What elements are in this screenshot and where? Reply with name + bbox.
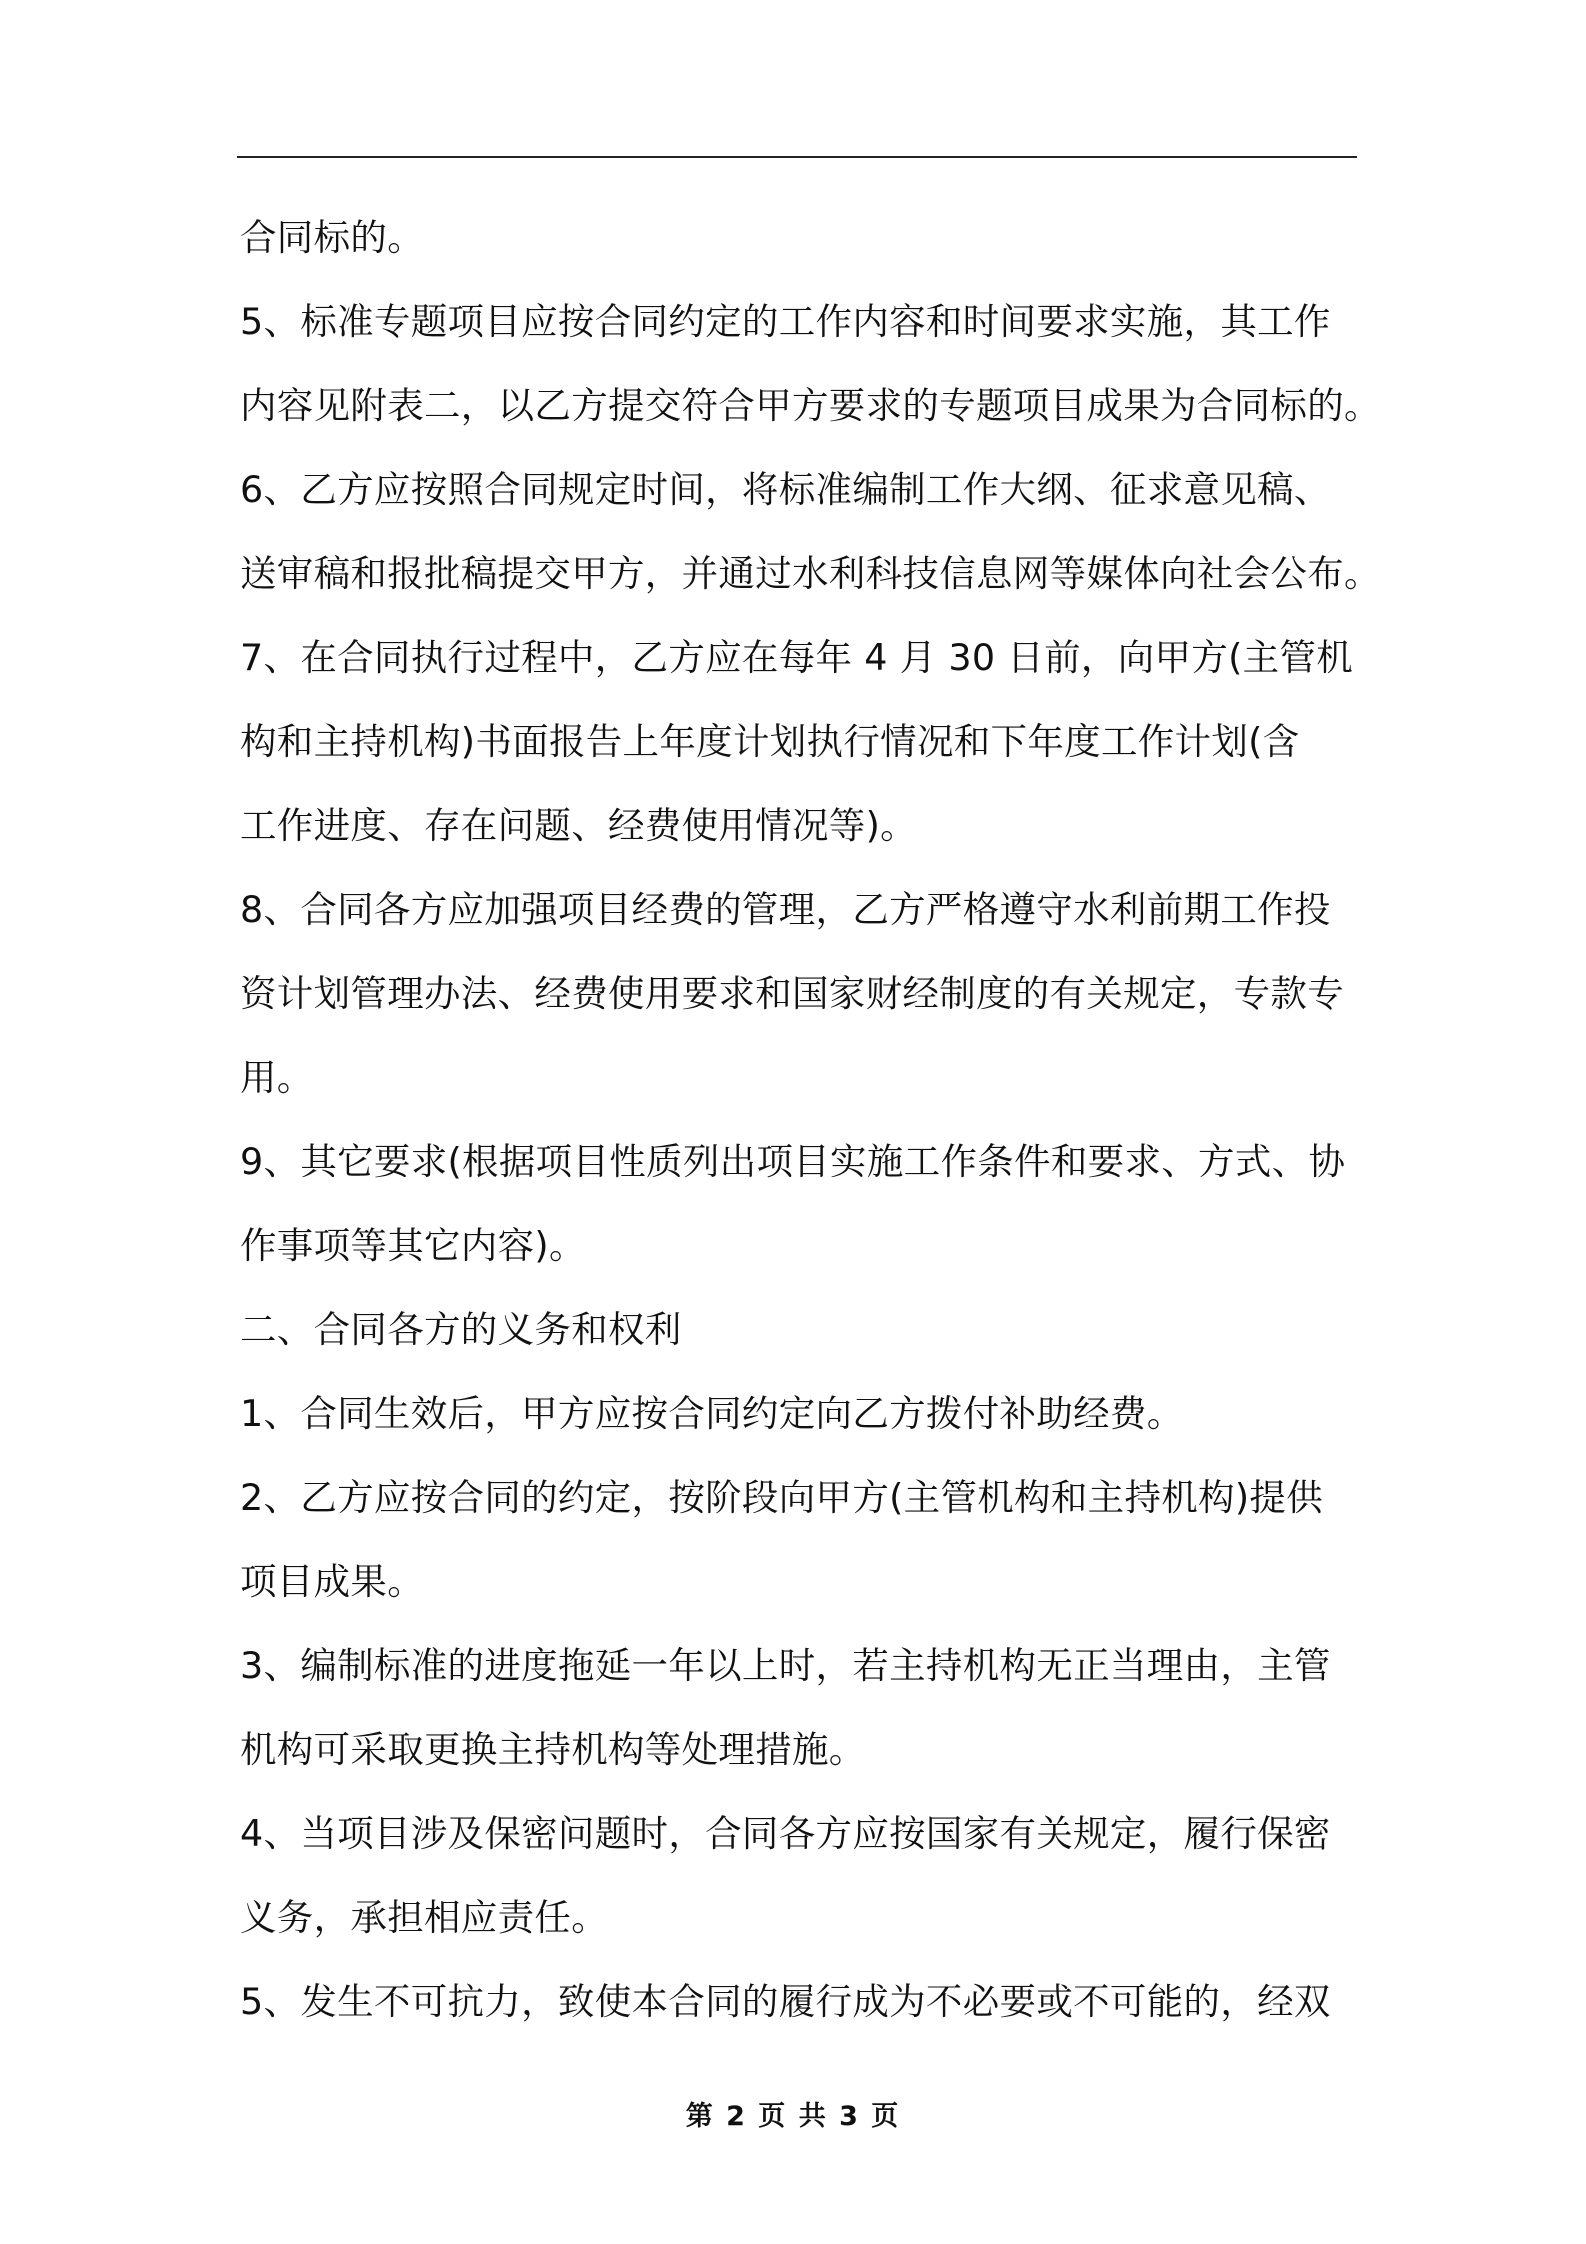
text-line: 用。 [240, 1056, 314, 1099]
text-line: 送审稿和报批稿提交甲方，并通过水利科技信息网等媒体向社会公布。 [240, 552, 1381, 595]
text-line: 5、标准专题项目应按合同约定的工作内容和时间要求实施，其工作 [240, 300, 1331, 343]
section-heading: 二、合同各方的义务和权利 [240, 1308, 682, 1351]
text-line: 合同标的。 [240, 216, 424, 259]
text-line: 9、其它要求(根据项目性质列出项目实施工作条件和要求、方式、协 [240, 1140, 1346, 1183]
text-line: 构和主持机构)书面报告上年度计划执行情况和下年度工作计划(含 [240, 720, 1300, 763]
text-line: 义务，承担相应责任。 [240, 1896, 608, 1939]
text-line: 7、在合同执行过程中，乙方应在每年 4 月 30 日前，向甲方(主管机 [240, 636, 1354, 679]
text-line: 内容见附表二，以乙方提交符合甲方要求的专题项目成果为合同标的。 [240, 384, 1381, 427]
text-line: 资计划管理办法、经费使用要求和国家财经制度的有关规定，专款专 [240, 972, 1344, 1015]
text-line: 作事项等其它内容)。 [240, 1224, 586, 1267]
text-line: 工作进度、存在问题、经费使用情况等)。 [240, 804, 917, 847]
page-number-footer: 第 2 页 共 3 页 [685, 2101, 901, 2132]
text-line: 2、乙方应按合同的约定，按阶段向甲方(主管机构和主持机构)提供 [240, 1476, 1324, 1519]
text-line: 8、合同各方应加强项目经费的管理，乙方严格遵守水利前期工作投 [240, 888, 1331, 931]
text-line: 4、当项目涉及保密问题时，合同各方应按国家有关规定，履行保密 [240, 1812, 1331, 1855]
text-line: 机构可采取更换主持机构等处理措施。 [240, 1728, 866, 1771]
header-rule [237, 156, 1357, 158]
text-line: 5、发生不可抗力，致使本合同的履行成为不必要或不可能的，经双 [240, 1980, 1331, 2023]
text-line: 3、编制标准的进度拖延一年以上时，若主持机构无正当理由，主管 [240, 1644, 1331, 1687]
text-line: 项目成果。 [240, 1560, 424, 1603]
text-line: 6、乙方应按照合同规定时间，将标准编制工作大纲、征求意见稿、 [240, 468, 1331, 511]
text-line: 1、合同生效后，甲方应按合同约定向乙方拨付补助经费。 [240, 1392, 1184, 1435]
contract-body [240, 196, 1381, 2044]
